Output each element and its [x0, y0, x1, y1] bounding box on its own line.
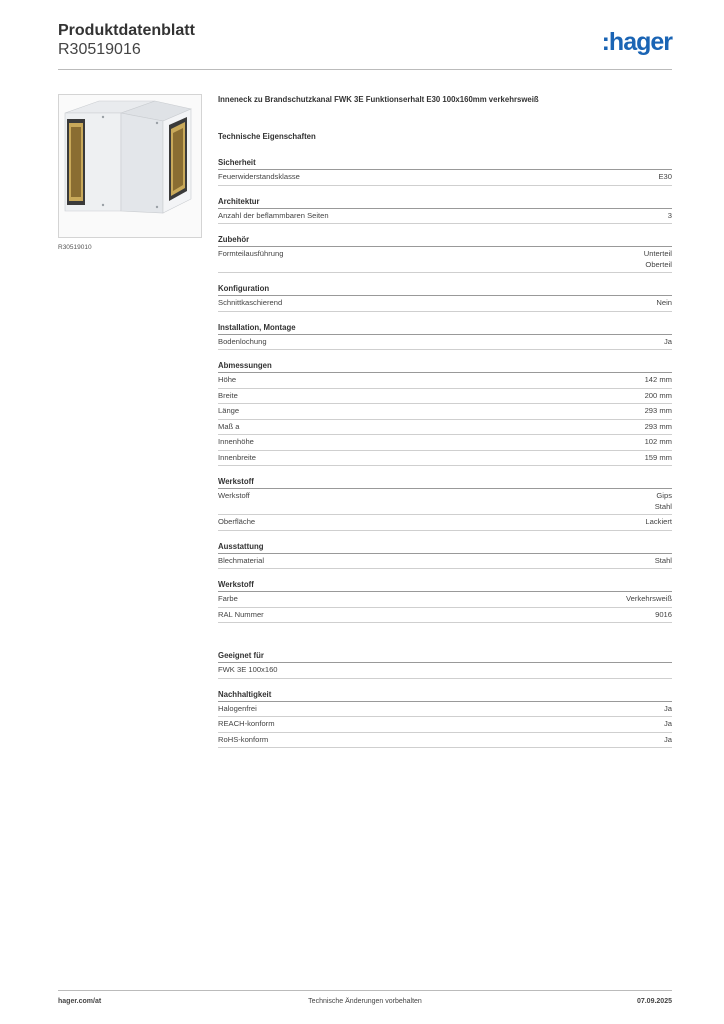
- property-section: [218, 323, 672, 351]
- property-value-line: Stahl: [654, 501, 672, 511]
- footer-website: hager.com/at: [58, 998, 102, 1005]
- property-value: [664, 719, 672, 730]
- property-label: Formteilausführung: [218, 249, 284, 258]
- section-title: Sicherheit: [218, 158, 672, 170]
- property-label: Oberfläche: [218, 517, 256, 526]
- property-value-line: 142 mm: [644, 375, 672, 384]
- property-row: [218, 335, 672, 351]
- image-caption: R30519010: [58, 244, 92, 251]
- property-row: [218, 451, 672, 467]
- hager-logo: :hager: [601, 28, 672, 56]
- section-title: Werkstoff: [218, 477, 672, 489]
- property-value-line: Unterteil: [643, 249, 672, 258]
- product-details: [218, 95, 672, 759]
- property-value-line: 293 mm: [644, 421, 672, 431]
- property-value-line: 200 mm: [644, 390, 672, 400]
- property-value-line: Lackiert: [645, 517, 672, 526]
- property-row: [218, 373, 672, 389]
- property-label: Farbe: [218, 594, 238, 603]
- page-header: [58, 22, 672, 70]
- property-label: Bodenlochung: [218, 336, 267, 346]
- property-value: [645, 437, 672, 448]
- property-label: Blechmaterial: [218, 555, 265, 565]
- section-title: Zubehör: [218, 235, 672, 247]
- property-value: [656, 298, 672, 309]
- property-value: [658, 172, 672, 183]
- property-label: Maß a: [218, 421, 240, 431]
- technical-properties-heading: Technische Eigenschaften: [218, 132, 316, 141]
- property-section: [218, 284, 672, 312]
- property-row: [218, 404, 672, 420]
- footer-notice: Technische Änderungen vorbehalten: [308, 998, 422, 1005]
- property-value-line: E30: [658, 172, 672, 181]
- property-section: [218, 477, 672, 531]
- page-title: Produktdatenblatt: [58, 22, 195, 39]
- page-footer: [58, 998, 672, 1010]
- property-label: Höhe: [218, 375, 237, 384]
- product-description: Inneneck zu Brandschutzkanal FWK 3E Funktionserhalt E30 100x160mm verkehrsweiß: [218, 95, 539, 104]
- property-value: [664, 337, 672, 348]
- property-row: [218, 247, 672, 273]
- property-label: RoHS-konform: [218, 734, 269, 744]
- property-row: [218, 296, 672, 312]
- header-divider: [58, 69, 672, 70]
- property-section: [218, 542, 672, 570]
- footer-date: 07.09.2025: [636, 998, 672, 1005]
- property-section: [218, 361, 672, 466]
- section-title: Konfiguration: [218, 284, 672, 296]
- property-value-line: 3: [667, 210, 672, 220]
- property-row: [218, 733, 672, 749]
- section-title: Installation, Montage: [218, 323, 672, 335]
- property-value: [655, 556, 672, 567]
- property-value: [645, 453, 672, 464]
- property-value: [645, 422, 672, 433]
- property-label: Halogenfrei: [218, 703, 257, 713]
- properties-sections: [218, 158, 672, 623]
- property-value: [655, 610, 672, 621]
- property-row: [218, 515, 672, 531]
- property-value-line: Oberteil: [645, 259, 672, 269]
- section-title: Nachhaltigkeit: [218, 690, 672, 702]
- property-label: FWK 3E 100x160: [218, 665, 278, 674]
- property-value: [645, 517, 672, 528]
- property-row: [218, 435, 672, 451]
- property-label: Anzahl der beflammbaren Seiten: [218, 210, 329, 220]
- property-row: [218, 420, 672, 436]
- property-value-line: 293 mm: [644, 406, 672, 415]
- property-label: REACH-konform: [218, 719, 275, 728]
- property-section: [218, 197, 672, 225]
- suitable-section: [218, 651, 672, 679]
- property-value-line: Stahl: [654, 555, 672, 565]
- property-value-line: Verkehrsweiß: [626, 594, 672, 603]
- property-value: [664, 704, 672, 715]
- property-row: [218, 554, 672, 570]
- property-label: Länge: [218, 406, 240, 415]
- property-row: [218, 702, 672, 718]
- property-label: Breite: [218, 390, 238, 400]
- section-title: Abmessungen: [218, 361, 672, 373]
- property-value: [664, 735, 672, 746]
- property-label: Werkstoff: [218, 491, 250, 500]
- property-section: [218, 580, 672, 623]
- property-row: [218, 608, 672, 624]
- property-value: [644, 249, 672, 270]
- section-title: Werkstoff: [218, 580, 672, 592]
- property-value-line: Ja: [663, 703, 672, 713]
- property-value-line: Gips: [656, 491, 672, 500]
- property-value-line: Ja: [663, 734, 672, 744]
- property-value: [645, 375, 672, 386]
- property-label: Innenbreite: [218, 452, 256, 462]
- property-value-line: Nein: [656, 298, 672, 307]
- product-image: [58, 94, 202, 238]
- sustainability-section: [218, 690, 672, 749]
- property-row: [218, 170, 672, 186]
- property-value: [655, 491, 672, 512]
- property-row: [218, 209, 672, 225]
- property-row: [218, 663, 672, 679]
- property-value: [668, 211, 672, 222]
- property-value-line: Ja: [663, 336, 672, 346]
- property-row: [218, 389, 672, 405]
- property-value-line: 9016: [655, 609, 672, 619]
- property-label: RAL Nummer: [218, 609, 264, 619]
- property-value: [645, 391, 672, 402]
- section-title: Geeignet für: [218, 651, 672, 663]
- property-value: [645, 406, 672, 417]
- property-label: Innenhöhe: [218, 437, 254, 446]
- property-value-line: 159 mm: [644, 452, 672, 462]
- section-title: Ausstattung: [218, 542, 672, 554]
- property-section: [218, 158, 672, 186]
- property-row: [218, 489, 672, 515]
- section-title: Architektur: [218, 197, 672, 209]
- footer-divider: [58, 990, 672, 991]
- product-number: R30519016: [58, 41, 141, 58]
- corner-duct-illustration: [59, 95, 201, 237]
- property-label: Feuerwiderstandsklasse: [218, 172, 300, 181]
- property-value-line: 102 mm: [644, 437, 672, 446]
- property-value-line: Ja: [663, 719, 672, 728]
- property-value: [626, 594, 672, 605]
- property-row: [218, 592, 672, 608]
- property-label: Schnittkaschierend: [218, 298, 283, 307]
- property-section: [218, 235, 672, 273]
- property-row: [218, 717, 672, 733]
